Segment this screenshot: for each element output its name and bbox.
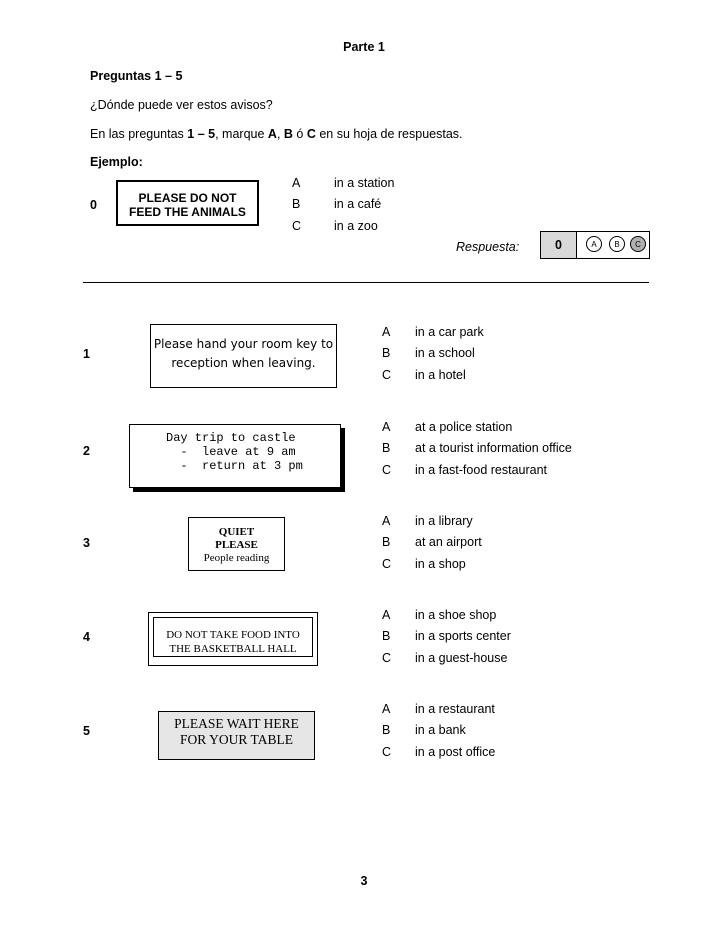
option-letter: B [382,346,391,360]
sign-1 [150,324,337,388]
sign-5 [158,711,315,760]
option-text: in a car park [415,325,484,339]
instructions-post: en su hoja de respuestas. [315,127,463,141]
sign-4 [148,612,318,666]
instructions-b: B [283,127,293,141]
sign-line: THE BASKETBALL HALL [169,643,297,655]
sign-line: QUIET [218,526,255,538]
example-label: Ejemplo: [90,155,143,169]
option-text: at a tourist information office [415,441,572,455]
page-number: 3 [360,874,368,888]
option-letter: A [382,325,391,339]
sign-line: - leave at 9 am [166,445,296,459]
option-text: in a library [415,514,473,528]
option-text: in a hotel [415,368,466,382]
sign-line: PLEASE [215,539,258,551]
sign-inner-border [153,617,313,657]
sign-line: PLEASE WAIT HERE [174,716,299,731]
instructions-mid: , marque [215,127,268,141]
question-number: 1 [83,347,90,361]
example-sign [116,180,259,226]
sign-line: People reading [203,552,270,564]
option-letter: C [382,463,392,477]
option-letter: C [382,368,392,382]
sign-line: FOR YOUR TABLE [180,732,293,747]
option-letter: A [382,608,391,622]
question-text: ¿Dónde puede ver estos avisos? [90,98,273,112]
sign-line: - return at 3 pm [166,459,303,473]
option-text: in a guest-house [415,651,508,665]
answer-bubble-b[interactable]: B [609,236,625,252]
option-letter: B [382,441,391,455]
instructions-sep1: , [276,127,284,141]
instructions-c: C [306,127,316,141]
answer-bubble-c-selected[interactable]: C [630,236,646,252]
option-letter: C [382,651,392,665]
question-number: 3 [83,536,90,550]
option-letter: B [382,535,391,549]
question-number: 2 [83,444,90,458]
instructions-pre: En las preguntas [90,127,188,141]
option-letter: B [382,629,391,643]
option-text: in a bank [415,723,466,737]
question-number: 5 [83,724,90,738]
instructions-a: A [267,127,277,141]
sign-line: Day trip to castle [166,431,296,445]
option-text: in a school [415,346,475,360]
option-letter: A [292,176,301,190]
option-text: in a shoe shop [415,608,497,622]
instructions-range: 1 – 5 [187,127,216,141]
option-letter: C [382,557,392,571]
option-letter: A [382,702,391,716]
option-letter: B [292,197,301,211]
option-text: in a sports center [415,629,511,643]
answer-bubble-a[interactable]: A [586,236,602,252]
option-text: in a café [334,197,382,211]
sign-line: FEED THE ANIMALS [129,205,246,219]
question-number: 4 [83,630,90,644]
instructions-sep2: ó [292,127,307,141]
example-number: 0 [90,198,97,212]
option-text: in a shop [415,557,466,571]
sign-line: DO NOT TAKE FOOD INTO [166,629,300,641]
option-text: at a police station [415,420,513,434]
option-text: in a zoo [334,219,378,233]
section-divider [83,282,649,283]
part-title: Parte 1 [343,40,385,54]
sign-line: PLEASE DO NOT [138,191,237,205]
questions-title: Preguntas 1 – 5 [90,69,183,83]
instructions [90,127,463,141]
option-text: in a station [334,176,395,190]
sign-2 [129,424,341,488]
option-text: in a restaurant [415,702,495,716]
option-letter: A [382,420,391,434]
option-text: at an airport [415,535,482,549]
sign-line: reception when leaving. [171,356,316,370]
sign-3 [188,517,285,571]
option-text: in a fast-food restaurant [415,463,548,477]
option-letter: C [292,219,302,233]
answer-sheet-box [540,231,650,259]
sign-line: Please hand your room key to [153,337,334,351]
option-letter: A [382,514,391,528]
option-text: in a post office [415,745,496,759]
option-letter: B [382,723,391,737]
answer-number: 0 [541,232,577,258]
answer-label: Respuesta: [456,240,520,254]
option-letter: C [382,745,392,759]
